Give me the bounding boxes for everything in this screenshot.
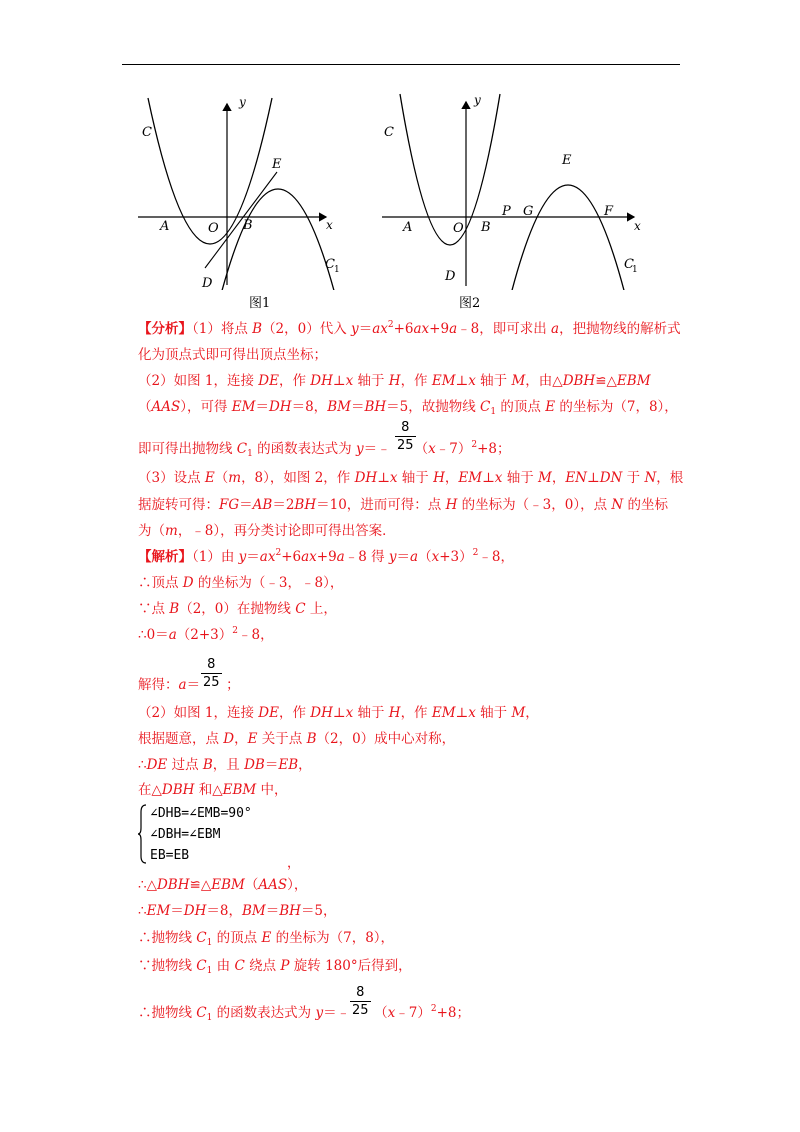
- label-b: B: [481, 220, 491, 235]
- label-f: F: [604, 204, 614, 219]
- analysis-line-6: （3）设点 E（m，8），如图 2，作 DH⊥x 轴于 H，EM⊥x 轴于 M，EN⊥DN 于 N，根: [138, 470, 684, 486]
- system-comma: ，: [287, 856, 301, 871]
- axis-x-label: x: [326, 218, 333, 232]
- analysis-line-2: 化为顶点式即可得出顶点坐标；: [138, 347, 327, 363]
- label-e: E: [562, 153, 572, 168]
- header-rule: [122, 64, 680, 65]
- solution-line-12: ∴抛物线 $C_1$ 的顶点 E 的坐标为（7，8），: [138, 930, 395, 948]
- label-c1: C: [325, 257, 335, 272]
- system-eq-1: ∠DHB=∠EMB=90°: [150, 806, 252, 821]
- solution-line-9: 在△DBH 和△EBM 中，: [138, 782, 288, 798]
- label-o: O: [453, 221, 464, 236]
- system-eq-3: EB=EB: [150, 848, 190, 863]
- axis-y-label: y: [239, 95, 246, 109]
- analysis-line-1: 【分析】（1）将点 B（2，0）代入 $y=ax^2+6ax+9a﹣8$，即可求出 a，把抛物线的解析式: [138, 320, 681, 337]
- label-g: G: [523, 204, 534, 219]
- solution-line-1: 【解析】（1）由 $y=ax^2+6ax+9a﹣8$ 得 $y=a(x+3)^2﹣8$，: [138, 548, 514, 565]
- label-d: D: [445, 269, 456, 284]
- solution-line-5: 解得：a＝ ；: [138, 677, 240, 693]
- solution-line-3: ∵点 B（2，0）在抛物线 C 上，: [138, 601, 337, 617]
- figure-1: [130, 90, 340, 290]
- parabola-c1: [220, 189, 336, 290]
- analysis-line-8: 为（m，﹣8），再分类讨论即可得出答案．: [138, 523, 396, 539]
- figure-2-caption: 图2: [459, 296, 481, 311]
- analysis-line-7: 据旋转可得：FG＝AB＝2BH＝10，进而可得：点 H 的坐标为（﹣3，0），点 N 的坐标: [138, 497, 669, 513]
- system-brace: [138, 804, 148, 864]
- solution-line-10: ∴△DBH≌△EBM（AAS），: [138, 877, 308, 893]
- figure-2: [378, 90, 648, 290]
- figure-1-caption: 图1: [249, 296, 271, 311]
- system-eq-2: ∠DBH=∠EBM: [150, 827, 221, 842]
- label-c1-sub: 1: [632, 265, 638, 275]
- label-e: E: [272, 157, 282, 172]
- analysis-line-4: （AAS），可得 EM＝DH＝8，BM＝BH＝5，故抛物线 $C_1$ 的顶点 E 的坐标为（7，8），: [138, 399, 678, 417]
- axis-y-label: y: [474, 93, 481, 107]
- analysis-line-3: （2）如图 1，连接 DE，作 DH⊥x 轴于 H，作 EM⊥x 轴于 M，由△DBH≌△EBM: [138, 373, 651, 389]
- label-d: D: [202, 276, 213, 290]
- label-c1-sub: 1: [334, 265, 340, 275]
- solution-line-11: ∴EM＝DH＝8，BM＝BH＝5，: [138, 903, 337, 919]
- label-c1: C: [624, 257, 634, 272]
- label-a: A: [160, 219, 170, 234]
- solution-line-14: ∴抛物线 $C_1$ 的函数表达式为 y＝﹣ （x﹣7）$^2$+8；: [138, 1004, 470, 1023]
- label-c: C: [142, 125, 152, 140]
- solution-line-13: ∵抛物线 $C_1$ 由 C 绕点 P 旋转 180°后得到，: [138, 958, 412, 976]
- fraction-8-25-b: 8 25: [203, 657, 220, 690]
- label-p: P: [502, 204, 511, 219]
- label-b: B: [243, 218, 253, 233]
- fraction-8-25-a: 8 25: [397, 420, 414, 453]
- axis-x-label: x: [634, 219, 641, 233]
- solution-line-4: $\therefore 0=a(2+3)^2﹣8$，: [138, 626, 274, 643]
- label-o: O: [208, 221, 219, 236]
- solution-line-8: ∴DE 过点 B，且 DB＝EB，: [138, 757, 312, 773]
- fraction-8-25-c: 8 25: [352, 985, 369, 1018]
- solution-line-2: ∴顶点 D 的坐标为（﹣3，﹣8），: [138, 575, 344, 591]
- solution-line-6: （2）如图 1，连接 DE，作 DH⊥x 轴于 H，作 EM⊥x 轴于 M，: [138, 705, 539, 721]
- analysis-line-5: 即可得出抛物线 $C_1$ 的函数表达式为 y＝﹣ （x﹣7）$^2$+8；: [138, 440, 511, 459]
- parabola-c1: [510, 185, 626, 290]
- label-a: A: [403, 220, 413, 235]
- label-c: C: [384, 125, 394, 140]
- solution-line-7: 根据题意，点 D，E 关于点 B（2，0）成中心对称，: [138, 731, 456, 747]
